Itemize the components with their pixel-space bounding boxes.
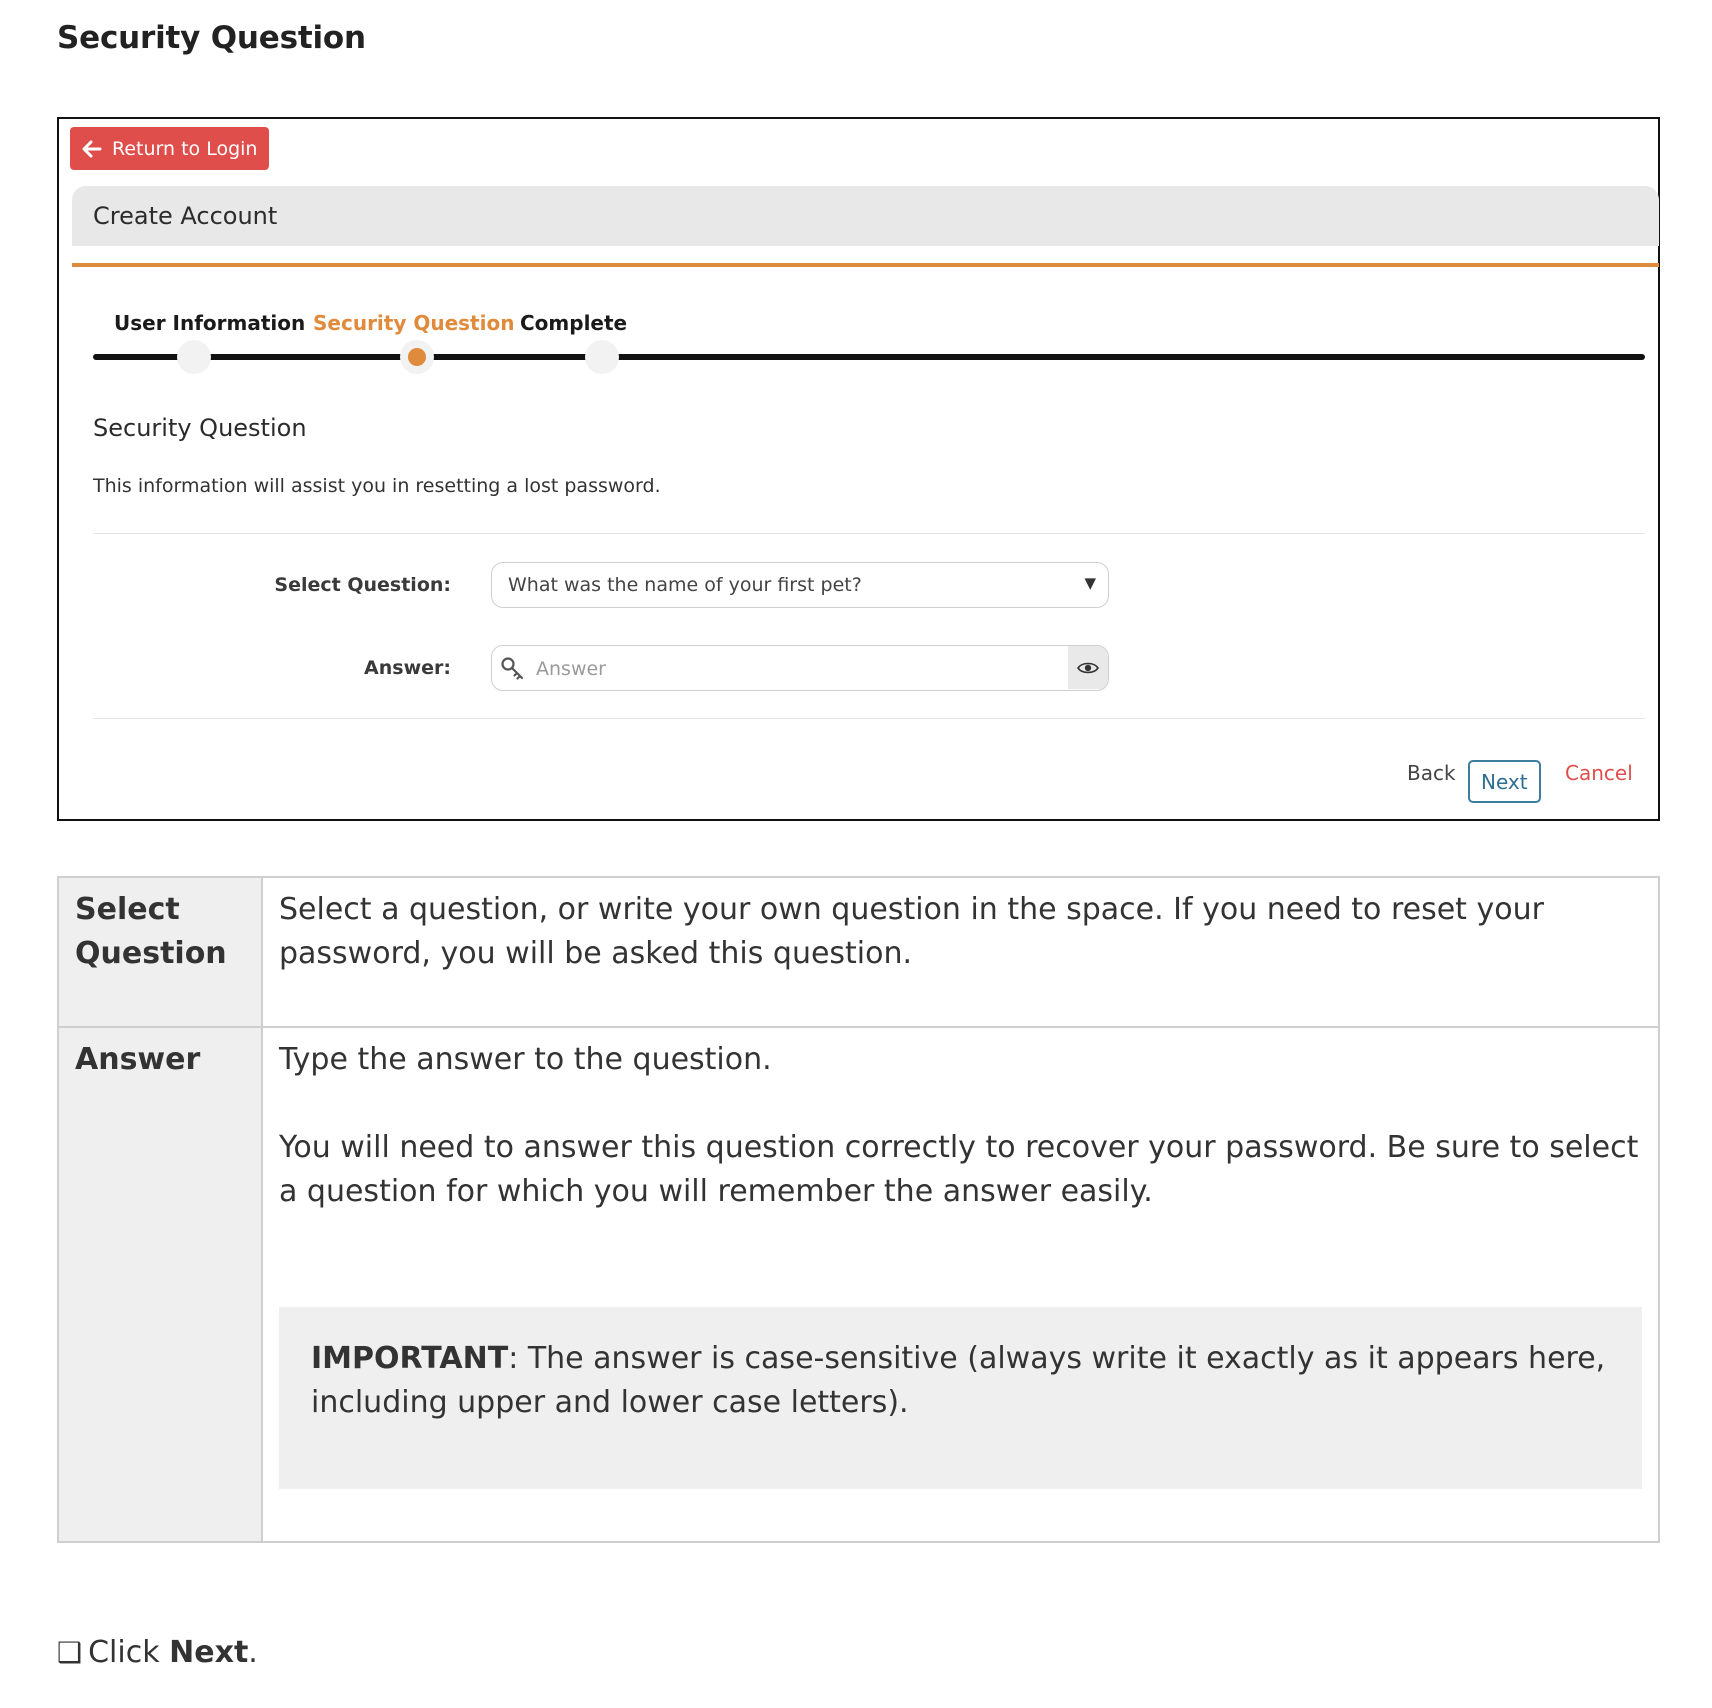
progress-track [93, 354, 1645, 360]
next-button[interactable]: Next [1468, 760, 1541, 803]
important-text: : The answer is case-sensitive (always write it exactly as it appears here, including upper and lower case letters). [311, 1341, 1606, 1420]
select-question-value: What was the name of your first pet? [508, 574, 862, 596]
instruction-prefix: Click [88, 1635, 170, 1670]
progress-steps [59, 299, 1659, 379]
answer-field-group [491, 645, 1109, 691]
step-user-information[interactable]: User Information [114, 311, 306, 335]
instruction-bold: Next [169, 1635, 249, 1670]
description-text: Select a question, or write your own question in the space. If you need to reset your password, you will be asked this question. [279, 892, 1544, 971]
important-label: IMPORTANT [311, 1341, 509, 1376]
answer-label: Answer: [364, 657, 451, 679]
select-question-label: Select Question: [274, 574, 451, 596]
back-button[interactable]: Back [1401, 760, 1462, 786]
key-icon [500, 656, 526, 682]
panel-header [72, 186, 1659, 246]
table-row [58, 877, 1659, 1027]
table-term: Answer [58, 1027, 262, 1542]
step-dot-user-information [177, 340, 211, 374]
step-complete[interactable]: Complete [520, 311, 628, 335]
panel-title: Create Account [93, 202, 278, 230]
document-title: Security Question [57, 20, 366, 56]
instruction-suffix: . [248, 1635, 258, 1670]
instruction-step [57, 1635, 258, 1670]
table-row [58, 1027, 1659, 1542]
eye-icon [1077, 661, 1099, 675]
step-dot-security-question [400, 340, 434, 374]
checkbox-icon: ❑ [57, 1636, 83, 1669]
field-description-table [57, 876, 1660, 1543]
description-text: Type the answer to the question. [279, 1042, 772, 1077]
table-term: Select Question [58, 877, 262, 1027]
form-divider-top [93, 533, 1645, 534]
header-divider [72, 263, 1659, 267]
caret-down-icon: ▼ [1084, 574, 1096, 592]
security-question-select[interactable] [491, 562, 1109, 608]
form-divider-bottom [93, 718, 1645, 719]
cancel-button[interactable]: Cancel [1559, 760, 1639, 786]
arrow-left-icon [82, 139, 102, 159]
show-answer-button[interactable] [1068, 646, 1108, 689]
important-note [279, 1307, 1642, 1489]
table-description [262, 877, 1659, 1027]
step-security-question[interactable]: Security Question [313, 311, 515, 335]
create-account-screenshot [57, 117, 1660, 821]
answer-input[interactable] [534, 646, 1008, 691]
description-text: You will need to answer this question correctly to recover your password. Be sure to select a question for which you will remember the answer easily. [279, 1130, 1639, 1209]
return-to-login-button[interactable] [70, 127, 269, 170]
section-description: This information will assist you in resetting a lost password. [93, 475, 661, 497]
section-title: Security Question [93, 414, 307, 442]
step-dot-complete [585, 340, 619, 374]
table-description [262, 1027, 1659, 1542]
return-to-login-label: Return to Login [112, 137, 258, 160]
